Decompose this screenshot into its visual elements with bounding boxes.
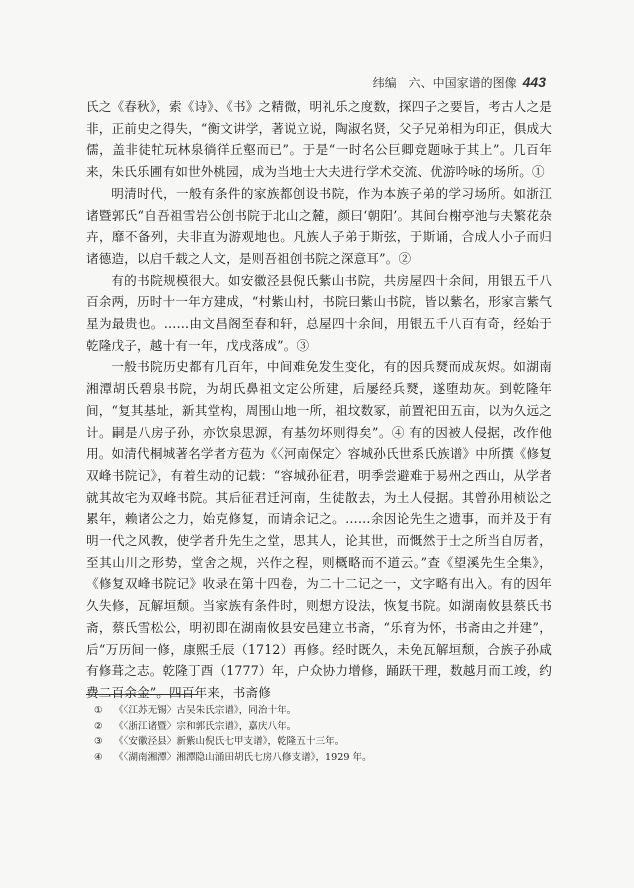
footnote-text: 《〈湖南湘潭〉湘潭隐山涌田胡氏七房八修支谱》，1929 年。 <box>114 751 372 763</box>
footnote-divider <box>86 694 198 695</box>
footnote-text: 《〈浙江诸暨〉宗和郭氏宗谱》，嘉庆八年。 <box>114 720 297 732</box>
footnotes <box>94 703 544 765</box>
paragraph-2: 明清时代，一般有条件的家族都创设书院，作为本族子弟的学习场所。如浙江诸暨郭氏“自吾祖雪岩公创书院于北山之麓，颜曰‘朝阳’。其间台榭亭池与夫繁花杂卉，靡不备列，夫非直为游观地也。凡族人子弟于斯弦，于斯诵，合成人小子而归诸德造，以启千载之人文，是则吾祖创书院之深意耳”。② <box>86 185 552 266</box>
footnote-4 <box>94 750 544 766</box>
footnote-mark: ③ <box>94 736 103 747</box>
footnote-text: 《〈江苏无锡〉古吴朱氏宗谱》，同治十年。 <box>114 705 297 716</box>
footnote-mark: ④ <box>94 751 103 763</box>
footnote-text: 《〈安徽泾县〉新紫山倪氏七甲支谱》，乾隆五十三年。 <box>114 736 345 747</box>
paragraph-4: 一般书院历史都有几百年，中间难免发生变化，有的因兵燹而成灰烬。如湖南湘潭胡氏碧泉书院，为胡氏鼻祖文定公所建，后屡经兵燹，遂堕劫灰。到乾隆年间，“复其基址，新其堂构，周围山地一所，祖坟数冢，前置祀田五亩，以为久远之计。嗣是八房子孙，亦饮泉思源，有基勿坏则得矣”。④ 有的因被人侵据，改作他用。如清代桐城著名学者方苞为《〈河南保定〉容城孙氏世系氏族谱》中所撰《修复双峰书院记》，有着生动的记载：“容城孙征君，明季尝避难于易州之西山，从学者就其故宅为双峰书院。其后征君迁河南，生徒散去，为土人侵据。其曾孙用桢讼之累年，赖诸公之力，始克修复，而请余记之。……余因论先生之遗事，而并及于有明一代之风教，使学者升先生之堂，思其人，论其世，而慨然于士之所当自厉者，至其山川之形势，堂舍之规，兴作之程，则概略而不道云。”查《望溪先生全集》，《修复双峰书院记》收录在第十四卷，为二十二记之一，文字略有出入。有的因年久失修，瓦解垣颓。当家族有条件时，则想方设法，恢复书院。如湖南攸县蔡氏书斋，蔡氏雪松公，明初即在湖南攸县安邑建立书斋，“乐育为怀，书斋由之并建”，后“万历间一修，康熙壬辰（1712）再修。经时既久，未免瓦解垣颓，合族子孙咸有修葺之志。乾隆丁酉（1777）年，户众协力增修，踊跃干理，数越月而工竣，约费二百余金”。四百年来，书斋修 <box>86 359 552 700</box>
running-head <box>373 74 546 91</box>
paragraph-3: 有的书院规模很大。如安徽泾县倪氏紫山书院，共房屋四十余间，用银五千八百余两，历时十一年方建成，“村紫山村，书院曰紫山书院，皆以紫名，形家言紫气星为最贵也。……由文昌阁至春和轩，总屋四十余间，用银五千八百有奇，经始于乾隆戊子，越十有一年，戊戌落成”。③ <box>86 272 552 353</box>
footnote-2 <box>94 719 544 735</box>
footnote-1 <box>94 703 544 719</box>
body-text <box>86 96 552 704</box>
section-title: 纬编 六、中国家谱的图像 <box>372 76 517 90</box>
page-number: 443 <box>522 74 546 90</box>
footnote-mark: ① <box>94 705 103 716</box>
footnote-mark: ② <box>94 720 103 732</box>
paragraph-1: 氏之《春秋》，索《诗》、《书》之精微，明礼乐之度数，探四子之要旨，考古人之是非，正前史之得失，“衡文讲学，著说立说，陶淑名贤，父子兄弟相为印正，俱成大儒，盖非徒牤玩林泉徜徉丘壑而已”。于是“一时名公巨卿竞题咏于其上”。几百年来，朱氏乐圃有如世外桃园，成为当地士大夫进行学术交流、优游吟咏的场所。① <box>86 99 552 180</box>
footnote-3 <box>94 734 544 750</box>
